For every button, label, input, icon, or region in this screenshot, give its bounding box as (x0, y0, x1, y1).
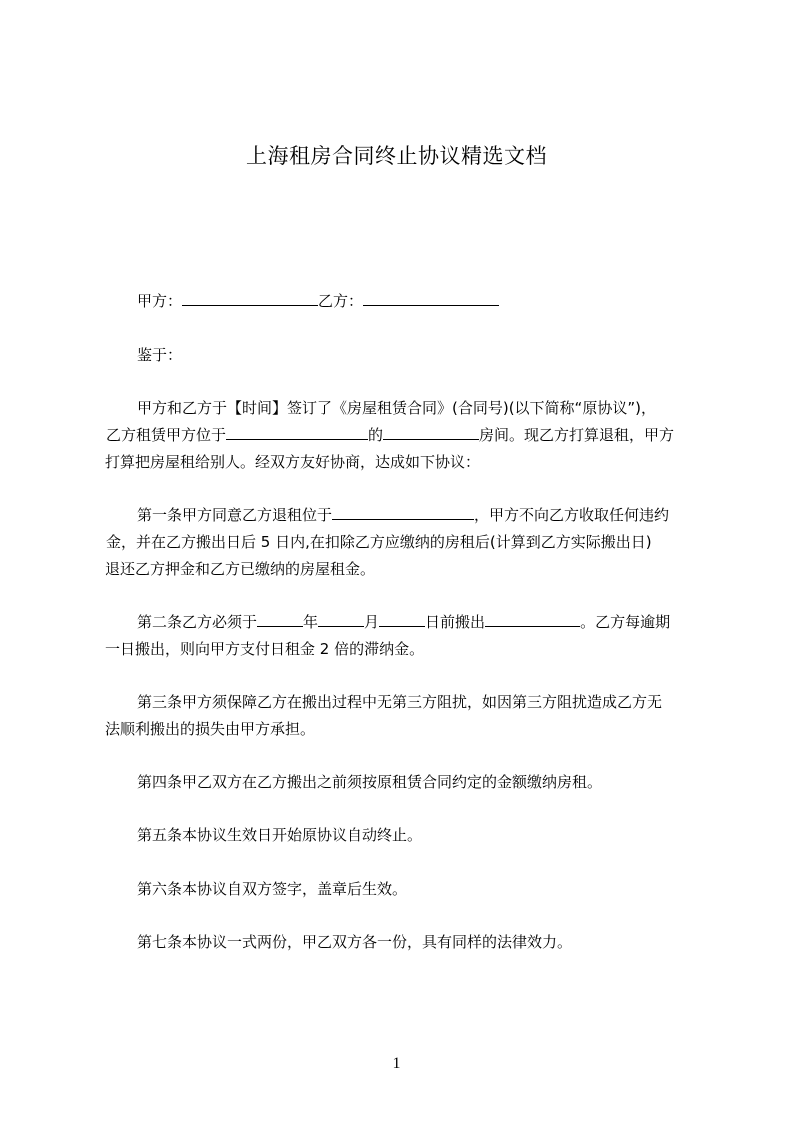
article-1-line-2: 金，并在乙方搬出日后 5 日内,在扣除乙方应缴纳的房租后(计算到乙方实际搬出日) (106, 533, 652, 551)
party-a-blank (182, 291, 318, 306)
article-2-line-1: 第二条乙方必须于 年 月 日前搬出 。乙方每逾期 (137, 613, 671, 631)
parties-line (137, 291, 499, 311)
article-6: 第六条本协议自双方签字，盖章后生效。 (137, 880, 408, 898)
article-1-line-3: 退还乙方押金和乙方已缴纳的房屋租金。 (105, 560, 376, 578)
room-blank (383, 425, 479, 440)
article-3-line-2: 法顺利搬出的损失由甲方承担。 (105, 720, 316, 738)
party-b-blank (363, 291, 499, 306)
article-3-line-1: 第三条甲方须保障乙方在搬出过程中无第三方阻扰，如因第三方阻扰造成乙方无 (137, 693, 663, 711)
article-5: 第五条本协议生效日开始原协议自动终止。 (137, 826, 423, 844)
preamble-line-3: 打算把房屋租给别人。经双方友好协商，达成如下协议： (105, 453, 481, 471)
page-number: 1 (392, 1055, 401, 1072)
preamble-line-1: 甲方和乙方于【时间】签订了《房屋租赁合同》(合同号)(以下简称“原协议”)， (137, 399, 656, 417)
month-blank (318, 612, 364, 627)
document-title: 上海租房合同终止协议精选文档 (246, 144, 547, 168)
party-a-label: 甲方： (137, 292, 183, 310)
article-1-line-1: 第一条甲方同意乙方退租位于 ，甲方不向乙方收取任何违约 (137, 506, 670, 524)
preamble-line-2: 乙方租赁甲方位于 的 房间。现乙方打算退租，甲方 (106, 426, 675, 444)
party-b-label: 乙方： (318, 292, 364, 310)
whereas-label: 鉴于： (137, 346, 183, 364)
article-1-location-blank (332, 505, 474, 520)
article-2-line-2: 一日搬出，则向甲方支付日租金 2 倍的滞纳金。 (105, 640, 425, 658)
move-out-blank (485, 612, 580, 627)
year-blank (257, 612, 303, 627)
day-blank (379, 612, 425, 627)
article-7: 第七条本协议一式两份，甲乙双方各一份，具有同样的法律效力。 (137, 933, 573, 951)
article-4: 第四条甲乙双方在乙方搬出之前须按原租赁合同约定的金额缴纳房租。 (137, 773, 603, 791)
location-blank (226, 425, 368, 440)
